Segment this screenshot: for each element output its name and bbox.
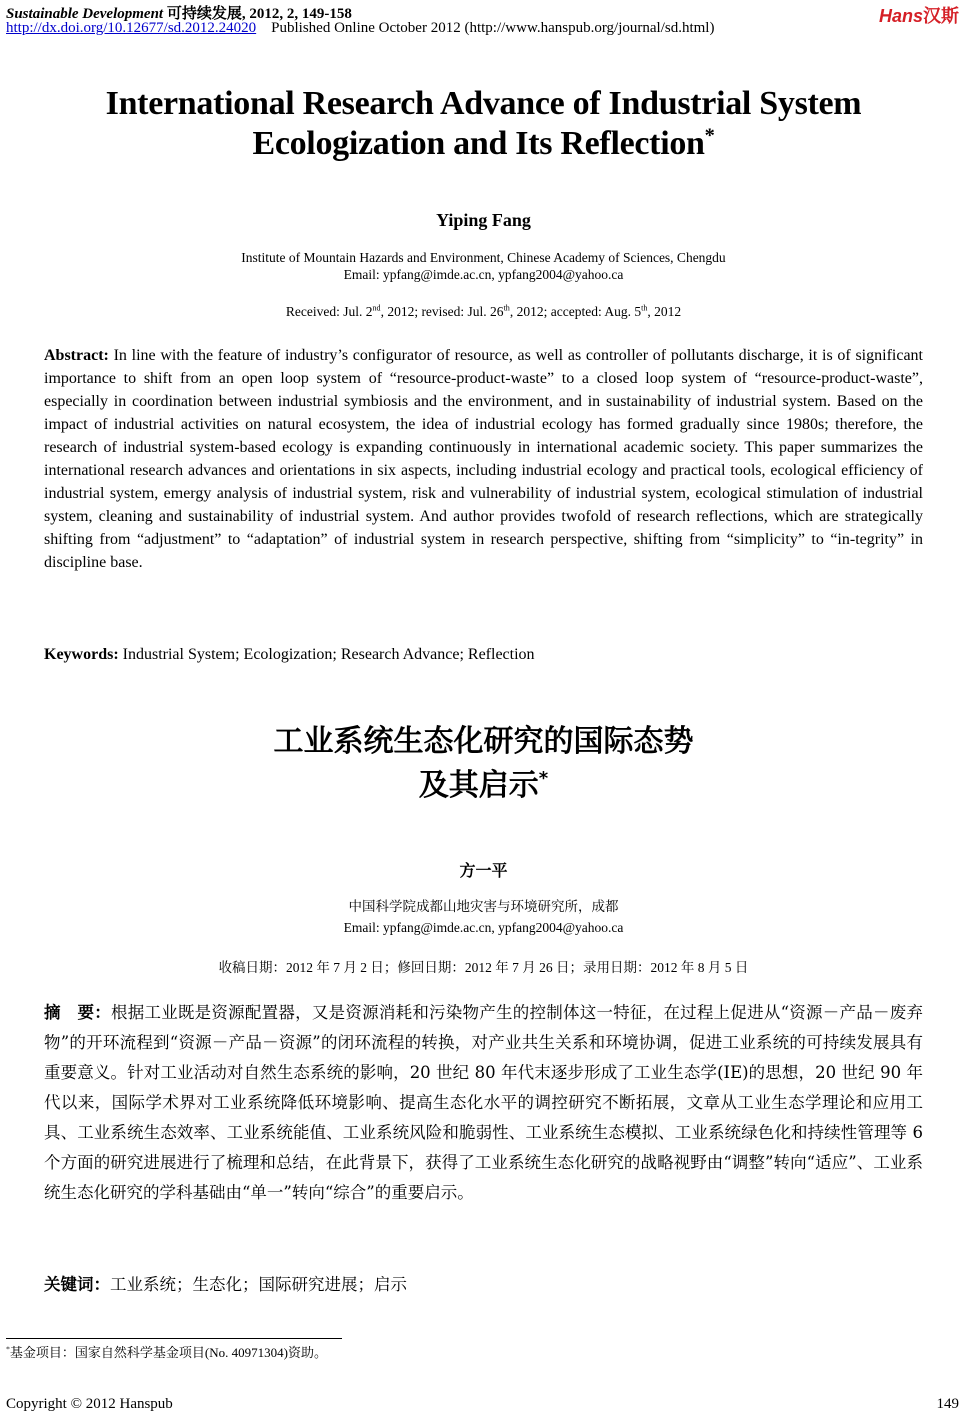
footnote-mark: *	[6, 1344, 10, 1354]
keywords-label: Keywords:	[44, 646, 119, 663]
cn-title-footnote-mark: *	[538, 768, 549, 789]
published-info: Published Online October 2012 (http://www.hanspub.org/journal/sd.html)	[271, 20, 715, 36]
cn-affiliation-text: 中国科学院成都山地灾害与环境研究所，成都	[348, 899, 619, 914]
cn-email-text: Email: ypfang@imde.ac.cn, ypfang2004@yahoo.ca	[343, 920, 624, 935]
affiliation-text: Institute of Mountain Hazards and Environment, Chinese Academy of Sciences, Chengdu	[241, 250, 726, 265]
doi-link[interactable]: http://dx.doi.org/10.12677/sd.2012.24020	[6, 20, 257, 36]
logo-text-cn: 汉斯	[923, 6, 959, 26]
footnote-text: 基金项目：国家自然科学基金项目(No. 40971304)资助。	[9, 1345, 327, 1360]
received-date: Received: Jul. 2	[285, 304, 373, 319]
accepted-year: , 2012	[647, 304, 682, 319]
revised-date: , 2012; revised: Jul. 26	[380, 304, 504, 319]
journal-name: Sustainable Development	[6, 6, 164, 22]
journal-issue-info: 可持续发展, 2012, 2, 149-158	[163, 6, 352, 22]
author-en: Yiping Fang	[436, 210, 531, 230]
keywords-en	[44, 646, 535, 664]
footnote-divider	[6, 1338, 342, 1339]
title-line-2	[0, 124, 967, 164]
cn-abstract-text: 根据工业既是资源配置器，又是资源消耗和污染物产生的控制体这一特征，在过程上促进从“资源－产品－废弃物”的开环流程到“资源－产品－资源”的闭环流程的转换，对产业共生关系和环境协调，促进工业系统的可持续发展具有重要意义。针对工业活动对自然生态系统的影响，20 世纪 80 年代末逐步形成了工业生态学(IE)的思想，20 世纪 90 年代以来，国际学术界对工业系统降低环境影响、提高生态化水平的调控研究不断拓展，文章从工业生态学理论和应用工具、工业系统生态效率、工业系统能值、工业系统风险和脆弱性、工业系统生态模拟、工业系统绿色化和持续性管理等 6 个方面的研究进展进行了梳理和总结，在此背景下，获得了工业系统生态化研究的战略视野由“调整”转向“适应”、工业系统生态化研究的学科基础由“单一”转向“综合”的重要启示。	[44, 1003, 924, 1202]
dates-en	[0, 304, 967, 320]
page-number: 149	[936, 1396, 959, 1412]
author-cn: 方一平	[459, 861, 508, 880]
affiliation-cn	[0, 896, 967, 938]
paper-title-en	[0, 84, 967, 164]
keywords-text: Industrial System; Ecologization; Research Advance; Reflection	[118, 646, 535, 663]
publisher-logo	[879, 2, 959, 28]
revised-sup: th	[503, 303, 510, 313]
paper-title-cn	[0, 720, 967, 808]
footnote	[6, 1342, 327, 1361]
doi-line	[6, 20, 714, 37]
email-text: Email: ypfang@imde.ac.cn, ypfang2004@yahoo.ca	[343, 267, 624, 282]
title-line-2-text: Ecologization and Its Reflection	[252, 125, 705, 162]
dates-cn: 收稿日期：2012 年 7 月 2 日；修回日期：2012 年 7 月 26 日；录用日期：2012 年 8 月 5 日	[218, 960, 749, 975]
keywords-cn	[44, 1271, 407, 1295]
abstract-en	[44, 344, 923, 574]
title-line-1: International Research Advance of Industrial System	[105, 85, 862, 122]
cn-title-line-1: 工业系统生态化研究的国际态势	[273, 724, 694, 759]
logo-text-en: Hans	[878, 6, 923, 26]
abstract-text: In line with the feature of industry’s configurator of resource, as well as controller of pollutants discharge, it is of significant importance to shift from an open loop system of “resource-product-waste” to a closed loop system of “resource-product-waste”, especially in coordination between industrial symbiosis and the environment, and in sustainability of industrial system. Based on the impact of industrial activities on natural ecosystem, the idea of industrial ecology has formed gradually since 1980s; therefore, the research of industrial system-based ecology is expanding continuously in international academic society. This paper summarizes the international research advances and orientations in six aspects, including industrial ecology and practical tools, ecological efficiency of industrial system, emergy analysis of industrial system, risk and vulnerability of industrial system, ecological stimulation of industrial system, cleaning and sustainability of industrial system. And author provides twofold of research reflections, which are strategically shifting from “adjustment” to “adaptation” of industrial system in research perspective, shifting from “simplicity” to “in-tegrity” in discipline base.	[44, 347, 923, 571]
copyright: Copyright © 2012 Hanspub	[6, 1396, 173, 1412]
abstract-label: Abstract:	[44, 347, 109, 364]
accepted-date: , 2012; accepted: Aug. 5	[509, 304, 642, 319]
cn-abstract-label: 摘 要：	[44, 1003, 111, 1022]
title-footnote-mark: *	[704, 124, 715, 147]
cn-keywords-text: 工业系统；生态化；国际研究进展；启示	[110, 1275, 407, 1294]
affiliation-en	[0, 249, 967, 283]
accepted-sup: th	[641, 303, 648, 313]
cn-title-line-2-text: 及其启示	[418, 768, 539, 803]
cn-keywords-label: 关键词：	[44, 1275, 110, 1294]
cn-title-line-2	[0, 764, 967, 808]
abstract-cn	[44, 998, 923, 1208]
received-sup: nd	[372, 303, 381, 313]
